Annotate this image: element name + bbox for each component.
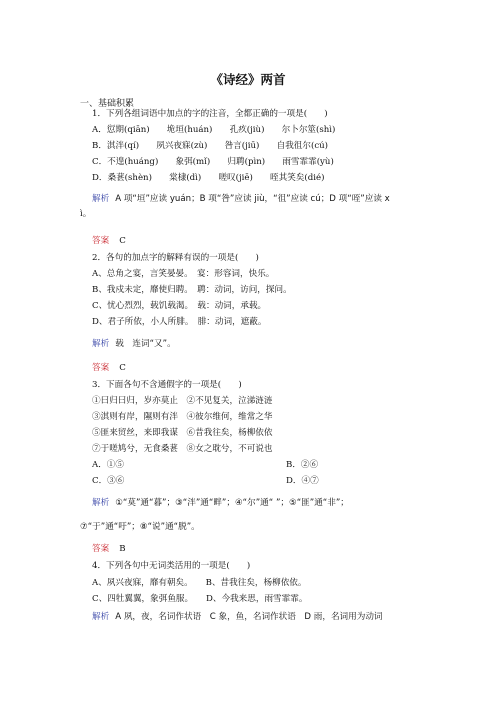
explanation-label: 解析 [92,339,110,349]
answer-label: 答案 [92,363,110,373]
explanation-text: A 夙，夜，名词作状语 C 象，鱼，名词作状语 D 雨，名词用为动词 [115,612,383,622]
explanation-text: 载 连词“又”。 [115,339,176,349]
option-ab: A、夙兴夜寐，靡有朝矣。 B、昔我往矣，杨柳依依。 [92,578,307,588]
question-stem: 3．下面各句不含通假字的一项是( ) [92,380,242,390]
answer [92,362,126,375]
answer-value: B [119,544,126,554]
question-stem: 2．各句的加点字的解释有误的一项是( ) [92,253,259,263]
option-a: A．愆期(qiān) 垝垣(huán) 孔疚(jiù) 尔卜尔筮(shì) [92,125,336,135]
page-title: 《诗经》两首 [210,72,286,87]
sentence-line: ③淇则有岸，隰则有泮 ④彼尔维何，维常之华 [92,412,273,422]
explanation [92,338,176,351]
answer [92,235,126,248]
question-stem: 4．下列各句中无词类活用的一项是( ) [92,561,251,571]
explanation [92,611,383,624]
explanation [92,497,349,510]
explanation-wrap: ì。 [80,209,92,219]
explanation [92,193,390,206]
answer-label: 答案 [92,544,110,554]
option-b: B．②⑥ [286,460,319,470]
answer-value: C [119,236,126,246]
answer-value: C [119,363,126,373]
explanation-label: 解析 [92,498,110,508]
option-cd: C、四牡翼翼，象弭鱼服。 D、今我来思，雨雪霏霏。 [92,594,308,604]
explanation-text: ①“莫”通“暮”；③“泮”通“畔”；④“尔”通“ ”；⑤“匪”通“非”； [115,498,349,508]
answer-label: 答案 [92,236,110,246]
option-c: C、忧心烈烈，载饥载渴。 载：动词，承载。 [92,301,267,311]
option-c: C．③⑥ [92,476,125,486]
option-b: B．淇泮(qí) 夙兴夜寐(zù) 咎言(jiū) 自我徂尔(cú) [92,141,329,151]
option-b: B、我戍未定，靡使归聘。 聘：动词，访问，探问。 [92,285,292,295]
option-d: D．桑葚(shèn) 棠棣(dì) 嗟叹(jiē) 咥其笑矣(dié) [92,173,325,183]
option-c: C．不遑(huáng) 象弭(mǐ) 归聘(pìn) 雨雪霏霏(yù) [92,157,334,167]
sentence-line: ①曰归曰归，岁亦莫止 ②不见复关，泣涕涟涟 [92,396,273,406]
explanation-label: 解析 [92,194,110,204]
explanation-wrap: ⑦“于”通“吁”；⑧“说”通“脱”。 [80,522,200,532]
option-d: D、君子所依，小人所腓。 腓：动词，遮蔽。 [92,317,267,327]
option-a: A．①⑤ [92,460,124,470]
question-stem: 1．下列各组词语中加点的字的注音，全都正确的一项是( ) [92,109,328,119]
sentence-line: ⑦于嗟鸠兮，无食桑葚 ⑧女之耽兮，不可说也 [92,444,273,454]
section-heading: 一、基础积累 [80,99,135,109]
option-a: A、总角之宴，言笑晏晏。 宴：形容词，快乐。 [92,269,275,279]
sentence-line: ⑤匪来贸丝，来即我谋 ⑥昔我往矣，杨柳依依 [92,428,273,438]
answer [92,543,126,556]
explanation-label: 解析 [92,612,110,622]
explanation-text: A 项“垣”应读 yuán；B 项“咎”应读 jiù，“徂”应读 cú；D 项“咥”应读 x [115,194,390,204]
option-d: D．④⑦ [286,476,319,486]
